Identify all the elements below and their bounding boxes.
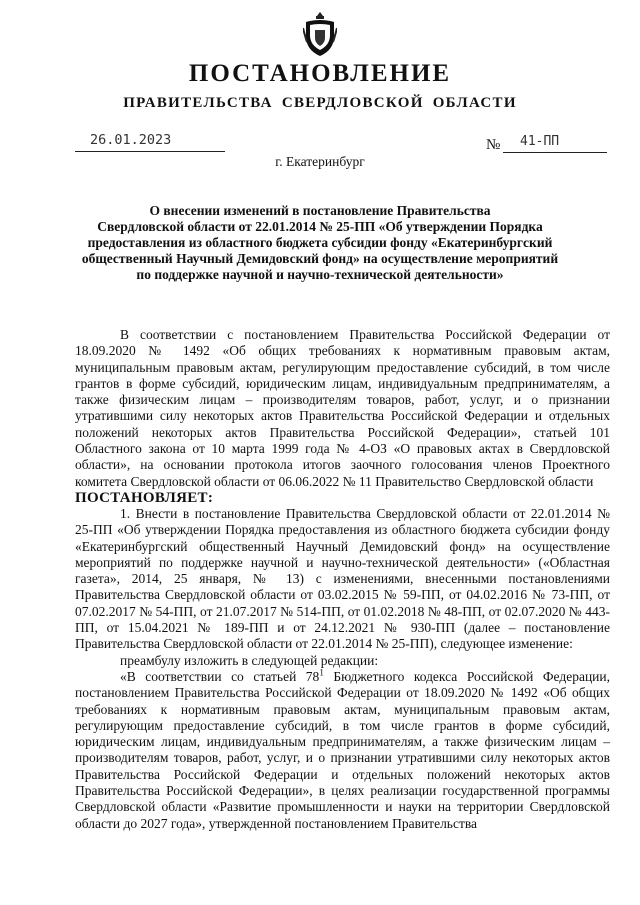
document-date: 26.01.2023 — [75, 132, 225, 152]
document-heading — [80, 203, 560, 283]
heading-line: Свердловской области от 22.01.2014 № 25-ПП «Об утверждении Порядка — [97, 219, 543, 234]
document-title: ПОСТАНОВЛЕНИЕ — [188, 60, 452, 87]
heading-line: предоставления из областного бюджета субсидии фонду «Екатеринбургский — [87, 235, 553, 250]
heading-line: О внесении изменений в постановление Правительства — [149, 203, 491, 218]
document-body — [75, 327, 610, 832]
quoted-preamble-paragraph — [75, 669, 610, 832]
heading-line: общественный Научный Демидовский фонд» на осуществление мероприятий — [81, 251, 559, 266]
decree-word: ПОСТАНОВЛЯЕТ: — [75, 489, 214, 506]
city-label: г. Екатеринбург — [275, 154, 365, 169]
item-preamble-paragraph: преамбулу изложить в следующей редакции: — [120, 652, 379, 668]
coat-of-arms-icon — [303, 10, 337, 58]
quote-start: «В соответствии со статьей 78 — [120, 668, 320, 684]
document-subtitle: ПРАВИТЕЛЬСТВА СВЕРДЛОВСКОЙ ОБЛАСТИ — [123, 95, 517, 111]
quote-rest: Бюджетного кодекса Российской Федерации, постановлением Правительства Российской Федерации от 18.09.2020 № 1492 «Об общих требованиях к нормативным правовым актам, муниципальным правовым актам, регулирующим предоставление субсидий, в том числе грантов в форме субсидий, юридическим лицам, индивидуальным предпринимателям, а также физическим лицам – производителям товаров, работ, услуг, и о признании утратившими силу некоторых актов Правительства Российской Федерации и отдельных положений некоторых актов Правительства Российской Федерации», в целях реализации государственной программы Свердловской области «Развитие промышленности и науки на территории Свердловской области до 2027 года», утвержденной постановлением Правительства — [75, 668, 610, 831]
number-sign: № — [486, 137, 501, 153]
heading-line: по поддержке научной и научно-технической деятельности» — [136, 267, 504, 282]
document-number: 41-ПП — [503, 134, 607, 153]
item-1-paragraph: 1. Внести в постановление Правительства Свердловской области от 22.01.2014 № 25-ПП «Об утверждении Порядка предоставления из областного бюджета субсидии фонду «Екатеринбургский общественный Научный Демидовский фонд» на осуществление мероприятий по поддержке научной и научно-технической деятельности» («Областная газета», 2014, 25 января, № 13) с изменениями, внесенными постановлениями Правительства Свердловской области от 03.02.2015 № 59-ПП, от 04.02.2016 № 73-ПП, от 07.02.2017 № 54-ПП, от 21.07.2017 № 514-ПП, от 01.02.2018 № 48-ПП, от 02.07.2020 № 443-ПП, от 15.04.2021 № 189-ПП и от 24.12.2021 № 930-ПП (далее – постановление Правительства Свердловской области от 22.01.2014 № 25-ПП), следующее изменение: — [75, 505, 610, 652]
preamble-paragraph: В соответствии с постановлением Правительства Российской Федерации от 18.09.2020 № 1492 «Об общих требованиях к нормативным правовым актам, муниципальным правовым актам, регулирующим предоставление субсидий, в том числе грантов в форме субсидий, юридическим лицам, индивидуальным предпринимателям, а также физическим лицам – производителям товаров, работ, услуг, и о признании утратившими силу некоторых актов Правительства Российской Федерации и отдельных положений некоторых актов Правительства Российской Федерации», статьей 101 Областного закона от 10 марта 1999 года № 4-ОЗ «О правовых актах в Свердловской области», на основании протокола итогов заочного голосования членов Проектного комитета Свердловской области от 06.06.2022 № 11 Правительство Свердловской области — [75, 327, 610, 489]
article-superscript: 1 — [319, 667, 324, 678]
